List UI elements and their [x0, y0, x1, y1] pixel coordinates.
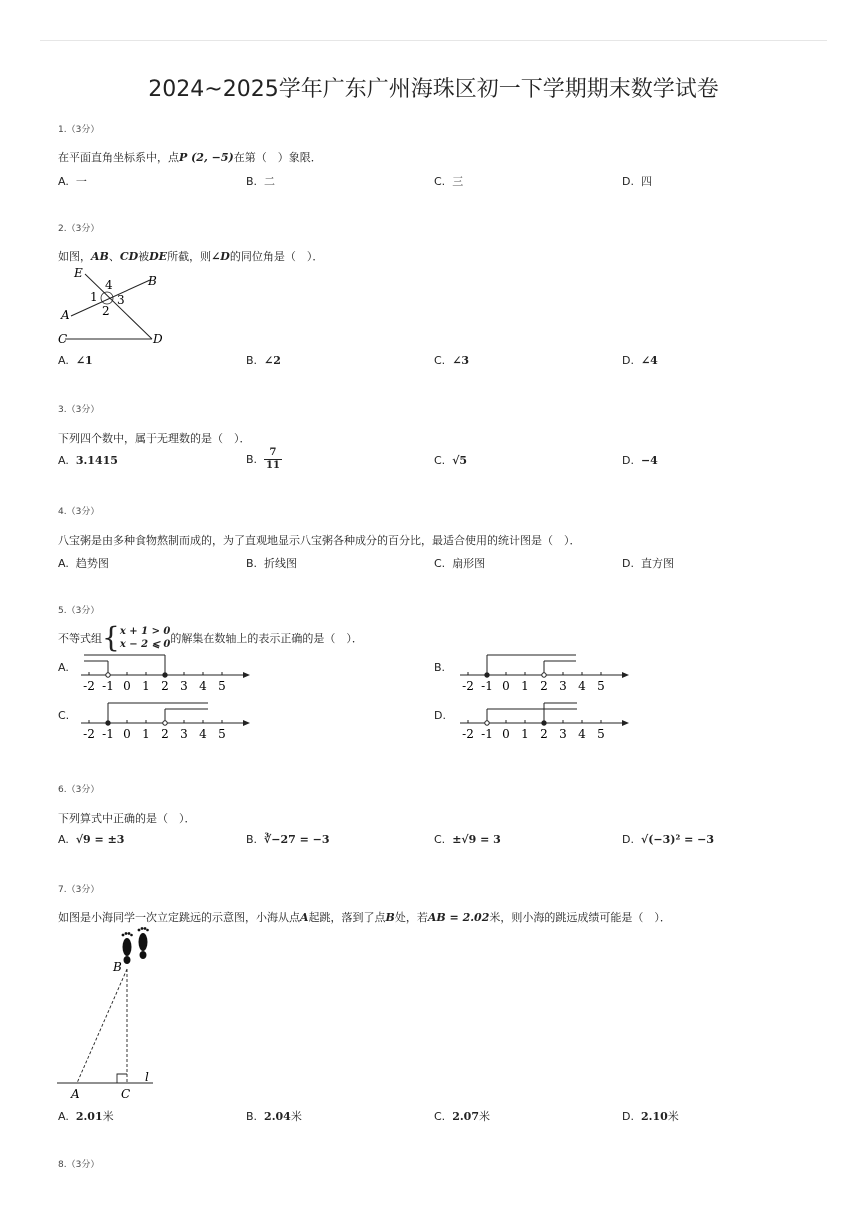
tick-label: 1 — [521, 679, 529, 693]
tick-label: 5 — [597, 679, 605, 693]
tick-label: -2 — [83, 727, 95, 741]
label-b: B — [148, 274, 157, 288]
tick-label: 0 — [123, 679, 131, 693]
q5-option-b[interactable]: B. — [434, 661, 446, 674]
question-6-header: 6.（3分） — [58, 785, 100, 795]
system-brace: { — [102, 621, 120, 654]
tick-label: 3 — [559, 679, 567, 693]
tick-label: 2 — [161, 727, 169, 741]
open-dot — [106, 673, 110, 677]
tick-label: 2 — [540, 727, 548, 741]
q6-option-a[interactable]: A. √9 = ±3 — [58, 833, 125, 846]
axis-arrow — [622, 720, 629, 726]
q1-option-c[interactable]: C. 三 — [434, 175, 464, 188]
q5-number-line-d — [455, 698, 630, 746]
question-5-stem: 不等式组{ x + 1 > 0 x − 2 ⩽ 0 的解集在数轴上的表示正确的是（ ）． — [58, 621, 363, 654]
question-2-header: 2.（3分） — [58, 224, 100, 234]
segment-ab — [77, 969, 127, 1083]
label-angle-4: 4 — [105, 278, 113, 292]
q1-option-d[interactable]: D. 四 — [622, 175, 652, 188]
tick-label: 2 — [540, 679, 548, 693]
open-dot — [485, 721, 489, 725]
question-4-header: 4.（3分） — [58, 507, 100, 517]
question-7-stem: 如图是小海同学一次立定跳远的示意图，小海从点A起跳，落到了点B处，若AB = 2.02米，则小海的跳远成绩可能是（ ）． — [58, 911, 671, 924]
q6-option-b[interactable]: B. ∛−27 = −3 — [246, 833, 330, 846]
tick-label: -1 — [102, 679, 114, 693]
tick-label: -2 — [83, 679, 95, 693]
q3-option-c[interactable]: C. √5 — [434, 454, 468, 467]
q7-long-jump-figure — [55, 925, 165, 1101]
tick-label: -2 — [462, 679, 474, 693]
q6-option-c[interactable]: C. ±√9 = 3 — [434, 833, 501, 846]
q1-option-b[interactable]: B. 二 — [246, 175, 276, 188]
stem-text: 在第（ ）象限． — [233, 151, 322, 164]
label-l: l — [145, 1070, 149, 1084]
q3-option-a[interactable]: A. 3.1415 — [58, 454, 118, 467]
tick-label: 3 — [180, 679, 188, 693]
tick-label: 4 — [578, 727, 586, 741]
question-5-header: 5.（3分） — [58, 606, 100, 616]
tick-label: 5 — [597, 727, 605, 741]
q4-option-a[interactable]: A. 趋势图 — [58, 557, 109, 570]
q4-option-d[interactable]: D. 直方图 — [622, 557, 674, 570]
tick-label: 0 — [502, 679, 510, 693]
label-angle-2: 2 — [102, 304, 110, 318]
q2-option-b[interactable]: B. ∠2 — [246, 354, 281, 367]
open-dot — [163, 721, 167, 725]
question-1-header: 1.（3分） — [58, 125, 100, 135]
label-angle-1: 1 — [90, 290, 98, 304]
closed-dot — [106, 721, 110, 725]
tick-label: 0 — [123, 727, 131, 741]
q2-option-c[interactable]: C. ∠3 — [434, 354, 470, 367]
page-title: 2024~2025学年广东广州海珠区初一下学期期末数学试卷 — [148, 77, 719, 102]
label-b: B — [113, 960, 122, 974]
question-8-header: 8.（3分） — [58, 1160, 100, 1170]
tick-label: 1 — [521, 727, 529, 741]
footprints-icon — [122, 927, 149, 964]
q1-option-a[interactable]: A. 一 — [58, 175, 87, 188]
tick-label: 0 — [502, 727, 510, 741]
tick-label: 5 — [218, 679, 226, 693]
q7-option-b[interactable]: B. 2.04米 — [246, 1110, 302, 1123]
tick-label: 3 — [559, 727, 567, 741]
label-a: A — [61, 308, 70, 322]
q3-option-b[interactable]: B. $\frac{7}{11}$ — [246, 447, 280, 471]
tick-label: 5 — [218, 727, 226, 741]
q2-option-a[interactable]: A. ∠1 — [58, 354, 93, 367]
tick-label: 4 — [578, 679, 586, 693]
tick-label: 2 — [161, 679, 169, 693]
fraction: $\frac{7}{11}$ — [266, 447, 280, 471]
label-c: C — [121, 1087, 131, 1101]
tick-label: 1 — [142, 727, 150, 741]
tick-label: -2 — [462, 727, 474, 741]
q5-option-d[interactable]: D. — [434, 709, 446, 722]
tick-label: 1 — [142, 679, 150, 693]
stem-text: 在平面直角坐标系中，点 — [58, 151, 179, 164]
label-a: A — [71, 1087, 80, 1101]
label-e: E — [74, 266, 83, 280]
q7-option-a[interactable]: A. 2.01米 — [58, 1110, 114, 1123]
q2-option-d[interactable]: D. ∠4 — [622, 354, 658, 367]
q3-option-d[interactable]: D. −4 — [622, 454, 658, 467]
closed-dot — [163, 673, 167, 677]
open-dot — [542, 673, 546, 677]
stem-math: P (2, −5) — [179, 151, 234, 164]
label-d: D — [153, 332, 163, 346]
inequality-system: x + 1 > 0 x − 2 ⩽ 0 — [119, 626, 171, 650]
closed-dot — [485, 673, 489, 677]
label-c: C — [58, 332, 68, 346]
tick-label: -1 — [102, 727, 114, 741]
q5-number-line-c — [76, 698, 251, 746]
q4-option-c[interactable]: C. 扇形图 — [434, 557, 486, 570]
q7-option-d[interactable]: D. 2.10米 — [622, 1110, 679, 1123]
header-divider — [40, 40, 827, 41]
label-angle-3: 3 — [117, 293, 125, 307]
right-angle-mark — [117, 1074, 127, 1083]
axis-arrow — [243, 720, 250, 726]
q7-option-c[interactable]: C. 2.07米 — [434, 1110, 490, 1123]
question-3-stem: 下列四个数中，属于无理数的是（ ）． — [58, 432, 251, 445]
question-4-stem: 八宝粥是由多种食物熬制而成的，为了直观地显示八宝粥各种成分的百分比，最适合使用的统计图是（ ）． — [58, 534, 581, 547]
question-2-stem: 如图，AB、CD被DE所截，则∠D的同位角是（ ）． — [58, 250, 324, 263]
closed-dot — [542, 721, 546, 725]
question-6-stem: 下列算式中正确的是（ ）． — [58, 812, 196, 825]
axis-arrow — [243, 672, 250, 678]
question-1-stem — [58, 149, 322, 165]
q2-line-figure — [55, 264, 170, 348]
axis-arrow — [622, 672, 629, 678]
tick-label: 4 — [199, 727, 207, 741]
tick-label: 4 — [199, 679, 207, 693]
q6-option-d[interactable]: D. √(−3)² = −3 — [622, 833, 715, 846]
q5-number-line-a — [76, 650, 251, 698]
question-3-header: 3.（3分） — [58, 405, 100, 415]
q4-option-b[interactable]: B. 折线图 — [246, 557, 298, 570]
q5-number-line-b — [455, 650, 630, 698]
tick-label: -1 — [481, 727, 493, 741]
q5-option-a[interactable]: A. — [58, 661, 69, 674]
question-7-header: 7.（3分） — [58, 885, 100, 895]
q5-option-c[interactable]: C. — [58, 709, 70, 722]
tick-label: -1 — [481, 679, 493, 693]
tick-label: 3 — [180, 727, 188, 741]
